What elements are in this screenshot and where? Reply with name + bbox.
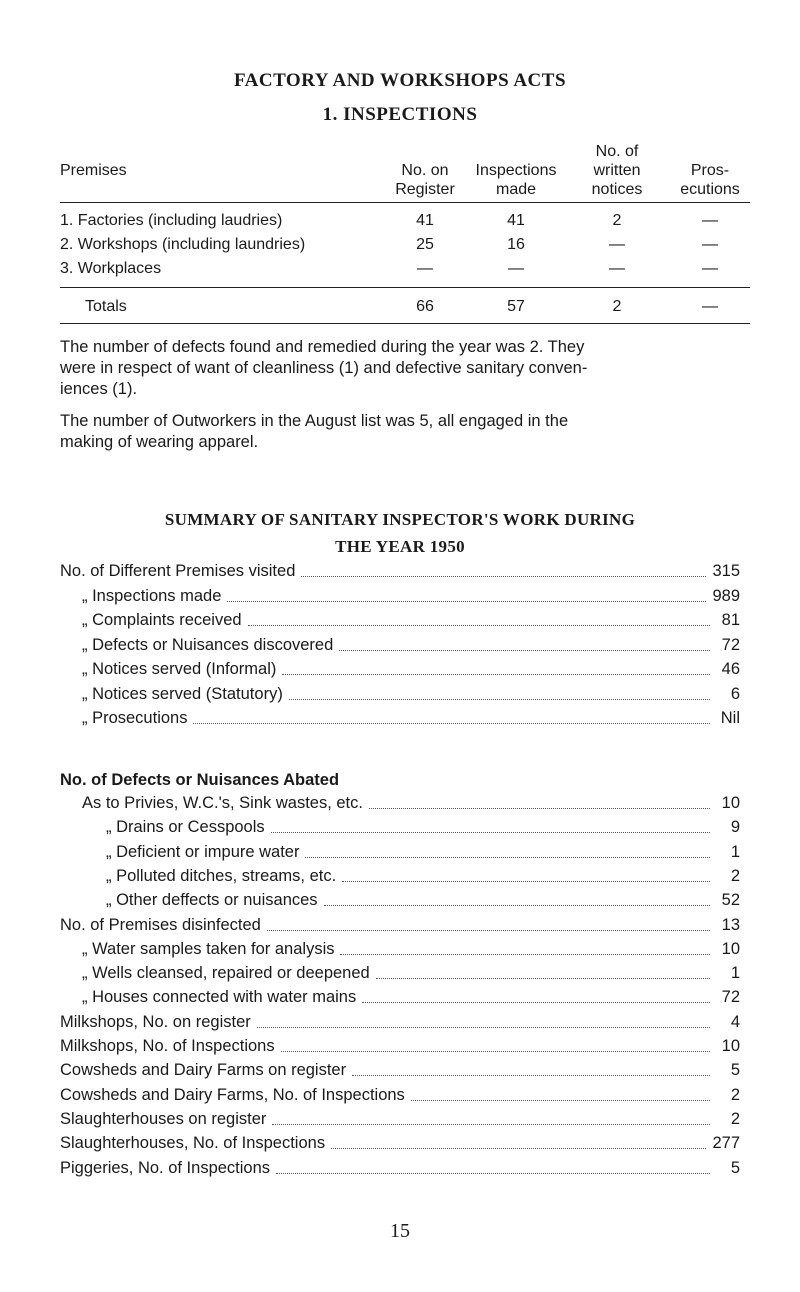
list-item: [82, 939, 740, 959]
list-item: [82, 987, 740, 1007]
dot-leader: [271, 832, 710, 833]
list-item: [60, 561, 740, 581]
page-number: 15: [390, 1220, 410, 1242]
item-value: 2: [730, 1085, 740, 1104]
list-item: [106, 817, 740, 837]
dot-leader: [193, 723, 710, 724]
item-label: „ Complaints received: [82, 611, 242, 629]
item-label: Piggeries, No. of Inspections: [60, 1158, 271, 1177]
list-item: [106, 866, 740, 886]
dot-leader: [281, 1051, 710, 1052]
item-value: 81: [721, 611, 740, 629]
list-item: [60, 1012, 740, 1032]
paragraph-defects: The number of defects found and remedied during the year was 2. They were in respect of want of cleanliness (1) and defective sanitary conven- iences (1).: [60, 338, 588, 398]
dot-leader: [411, 1100, 710, 1101]
item-label: „ Inspections made: [82, 586, 222, 605]
paragraph-outworkers: The number of Outworkers in the August list was 5, all engaged in the making of wearing apparel.: [60, 412, 569, 451]
dot-leader: [289, 699, 710, 700]
item-value: 10: [721, 794, 740, 812]
dot-leader: [352, 1075, 710, 1076]
list-item: [106, 842, 740, 862]
page-title: FACTORY AND WORKSHOPS ACTS: [233, 70, 567, 91]
section-title: 1. INSPECTIONS: [322, 104, 478, 125]
list-item: [82, 684, 740, 704]
item-label: Slaughterhouses on register: [60, 1109, 267, 1128]
dot-leader: [331, 1148, 706, 1149]
table-top-rule: [60, 202, 750, 203]
list-item: [60, 1085, 740, 1105]
item-value: 72: [721, 988, 740, 1007]
item-label: „ Defects or Nuisances discovered: [82, 635, 334, 654]
item-value: 1: [730, 842, 740, 861]
item-label: Cowsheds and Dairy Farms, No. of Inspections: [60, 1085, 405, 1104]
dot-leader: [362, 1002, 710, 1003]
item-value: 9: [730, 818, 740, 837]
col-header-notices: No. of written notices: [591, 143, 643, 198]
item-value: 10: [721, 939, 740, 958]
item-value: 72: [721, 635, 740, 654]
item-label: „ Notices served (Statutory): [82, 684, 283, 703]
dot-leader: [340, 954, 710, 955]
list-item: [60, 1158, 740, 1178]
item-value: 10: [721, 1037, 740, 1055]
item-value: 52: [721, 891, 740, 910]
dot-leader: [282, 674, 710, 675]
list-item: [82, 635, 740, 655]
col-header-premises: Premises: [60, 162, 127, 179]
dot-leader: [257, 1027, 710, 1028]
item-label: „ Houses connected with water mains: [82, 988, 357, 1007]
item-label: „ Water samples taken for analysis: [82, 939, 335, 958]
item-value: 989: [712, 586, 740, 605]
dot-leader: [339, 650, 710, 651]
item-label: „ Wells cleansed, repaired or deepened: [82, 964, 370, 983]
dot-leader: [301, 576, 706, 577]
item-label: Cowsheds and Dairy Farms on register: [60, 1061, 347, 1080]
list-item: [82, 963, 740, 983]
item-label: „ Drains or Cesspools: [106, 818, 265, 837]
table-bottom-rule: [60, 323, 750, 324]
list-item: [60, 1036, 740, 1056]
item-label: No. of Different Premises visited: [60, 562, 296, 580]
list-item: [82, 610, 740, 630]
dot-leader: [272, 1124, 710, 1125]
dot-leader: [369, 808, 710, 809]
item-label: No. of Premises disinfected: [60, 915, 261, 934]
item-label: Milkshops, No. of Inspections: [60, 1037, 275, 1055]
dot-leader: [376, 978, 710, 979]
dot-leader: [227, 601, 706, 602]
list-item: [82, 659, 740, 679]
item-value: 2: [730, 866, 740, 885]
item-label: „ Other deffects or nuisances: [106, 891, 318, 910]
item-label: Milkshops, No. on register: [60, 1012, 251, 1031]
item-value: 6: [730, 684, 740, 703]
dot-leader: [276, 1173, 710, 1174]
item-value: 1: [730, 964, 740, 983]
dot-leader: [305, 857, 710, 858]
list-item: [60, 1109, 740, 1129]
dot-leader: [342, 881, 710, 882]
item-label: „ Prosecutions: [82, 709, 188, 727]
item-label: As to Privies, W.C.'s, Sink wastes, etc.: [82, 794, 363, 812]
item-value: 315: [712, 562, 740, 580]
item-value: 13: [721, 915, 740, 934]
item-label: „ Deficient or impure water: [106, 842, 300, 861]
list-item: [82, 793, 740, 813]
item-label: Slaughterhouses, No. of Inspections: [60, 1134, 326, 1153]
col-header-inspections: Inspections made: [475, 162, 557, 198]
dot-leader: [248, 625, 710, 626]
item-value: 5: [730, 1158, 740, 1177]
list-item: [60, 915, 740, 935]
col-header-register: No. on Register: [395, 162, 455, 198]
item-value: Nil: [720, 709, 740, 727]
dot-leader: [324, 905, 710, 906]
item-value: 4: [730, 1012, 740, 1031]
item-label: „ Notices served (Informal): [82, 660, 277, 678]
item-value: 46: [721, 660, 740, 678]
list-item: [106, 890, 740, 910]
list-item: [82, 586, 740, 606]
table-totals-rule: [60, 287, 750, 288]
abated-heading: No. of Defects or Nuisances Abated: [60, 771, 340, 789]
list-item: [60, 1060, 740, 1080]
item-value: 2: [730, 1109, 740, 1128]
dot-leader: [267, 930, 710, 931]
summary-title: SUMMARY OF SANITARY INSPECTOR'S WORK DURING THE YEAR 1950: [164, 510, 636, 556]
col-header-prosecutions: Pros- ecutions: [680, 162, 740, 198]
item-label: „ Polluted ditches, streams, etc.: [106, 866, 337, 885]
item-value: 5: [730, 1061, 740, 1080]
item-value: 277: [712, 1134, 740, 1153]
list-item: [82, 708, 740, 728]
list-item: [60, 1133, 740, 1153]
